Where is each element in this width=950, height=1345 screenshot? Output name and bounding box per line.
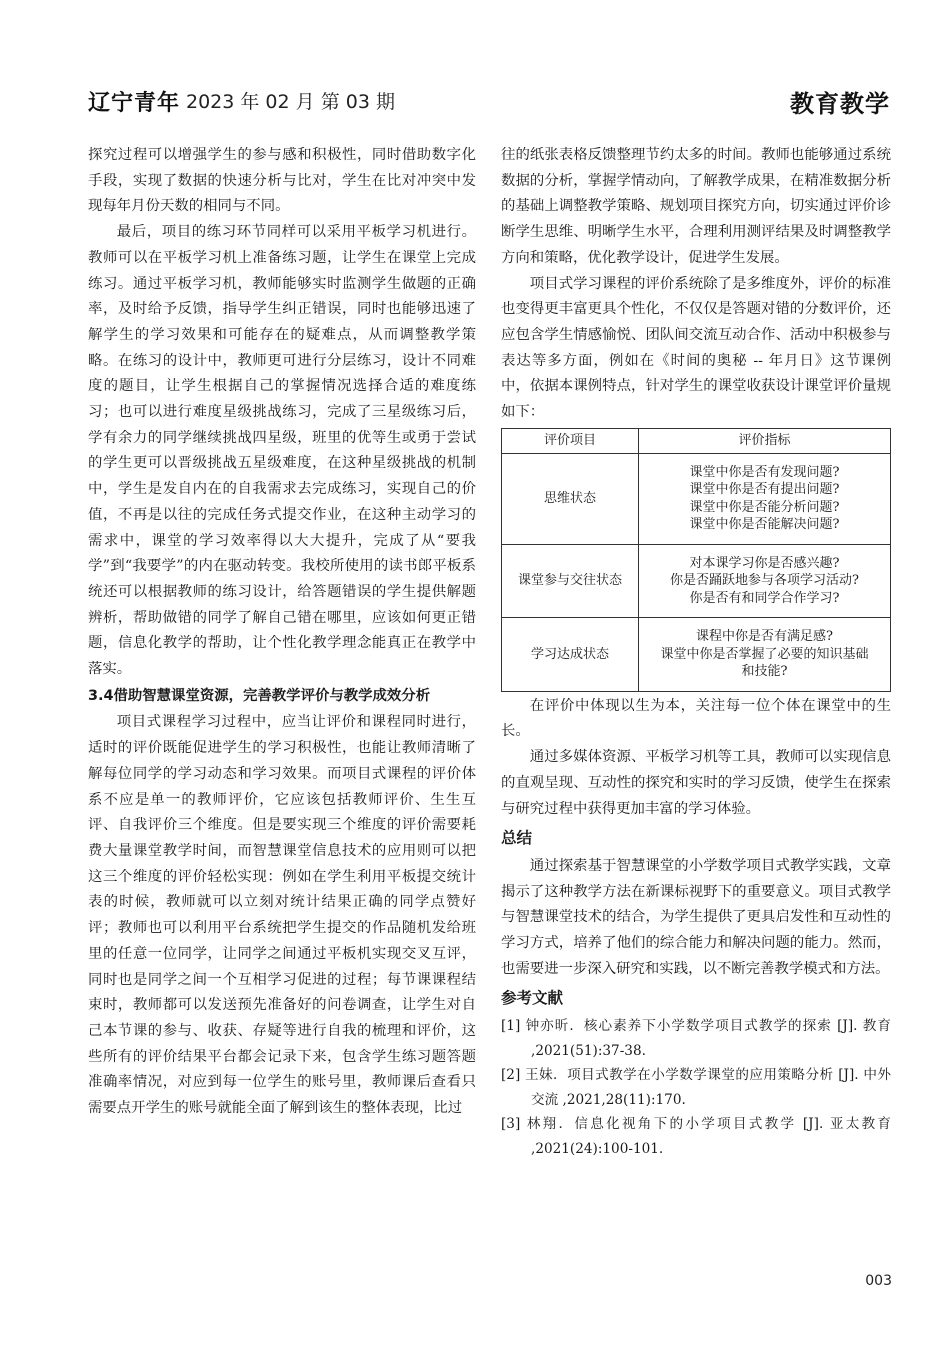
references-heading: 参考文献 xyxy=(501,989,564,1008)
page-number: 003 xyxy=(865,1273,892,1289)
indicator-line: 课程中你是否有满足感? xyxy=(696,629,833,645)
paragraph: 项目式学习课程的评价系统除了是多维度外，评价的标准也变得更丰富更具个性化，不仅仅是答题对错的分数评价，还应包含学生情感愉悦、团队间交流互动合作、活动中积极参与表达等多方面，例如在《时间的奥秘 -- 年月日》这节课例中，依据本课例特点，针对学生的课堂收获设计课堂评价量规如下： xyxy=(501,275,891,421)
issue-date: 2023 年 02 月 第 03 期 xyxy=(186,91,395,113)
table-header-cell: 评价指标 xyxy=(639,428,891,453)
right-column xyxy=(501,143,891,1161)
reference-item: [2] 王妹．项目式教学在小学数学课堂的应用策略分析 [J]. 中外交流 ,2021,28(11):170. xyxy=(501,1067,891,1108)
indicator-line: 你是否踊跃地参与各项学习活动? xyxy=(670,573,859,589)
journal-name: 辽宁青年 xyxy=(88,91,181,116)
evaluation-table xyxy=(501,428,891,692)
indicator-line: 课堂中你是否能解决问题? xyxy=(689,517,840,533)
table-cell-item: 学习达成状态 xyxy=(502,618,639,692)
table-cell-item: 课堂参与交往状态 xyxy=(502,544,639,618)
left-column xyxy=(88,143,476,1122)
table-row xyxy=(502,618,891,692)
reference-item: [1] 钟亦昕．核心素养下小学数学项目式教学的探索 [J]. 教育 ,2021(51):37-38. xyxy=(501,1018,891,1059)
indicator-line: 课堂中你是否有提出问题? xyxy=(689,482,840,498)
indicator-line: 课堂中你是否掌握了必要的知识基础 xyxy=(660,646,869,662)
summary-heading: 总结 xyxy=(501,829,533,848)
table-header-row xyxy=(502,428,891,453)
table-cell-indicators xyxy=(639,544,891,618)
summary-paragraph: 通过探索基于智慧课堂的小学数学项目式教学实践，文章揭示了这种教学方法在新课标视野下的重要意义。项目式教学与智慧课堂技术的结合，为学生提供了更具启发性和互动性的学习方式，培养了他们的综合能力和解决问题的能力。然而，也需要进一步深入研究和实践，以不断完善教学模式和方法。 xyxy=(501,857,891,977)
section-heading: 3.4借助智慧课堂资源，完善教学评价与教学成效分析 xyxy=(88,687,431,704)
paragraph: 在评价中体现以生为本，关注每一位个体在课堂中的生长。 xyxy=(501,697,891,740)
table-cell-indicators xyxy=(639,453,891,544)
indicator-line: 和技能? xyxy=(741,664,788,680)
indicator-line: 你是否有和同学合作学习? xyxy=(689,590,840,606)
page-header xyxy=(88,86,890,126)
table-cell-item: 思维状态 xyxy=(502,453,639,544)
table-header-cell: 评价项目 xyxy=(502,428,639,453)
table-cell-indicators xyxy=(639,618,891,692)
reference-item: [3] 林翔．信息化视角下的小学项目式教学 [J]. 亚太教育 ,2021(24):100-101. xyxy=(501,1116,891,1157)
paragraph: 往的纸张表格反馈整理节约太多的时间。教师也能够通过系统数据的分析，掌握学情动向，了解教学成果，在精准数据分析的基础上调整教学策略、规划项目探究方向，切实通过评价诊断学生思维、明晰学生水平，合理利用测评结果及时调整教学方向和策略，优化教学设计，促进学生发展。 xyxy=(501,147,891,266)
reference-list xyxy=(501,1014,891,1161)
table-row xyxy=(502,544,891,618)
indicator-line: 对本课学习你是否感兴趣? xyxy=(689,555,840,571)
paragraph: 探究过程可以增强学生的参与感和积极性，同时借助数字化手段，实现了数据的快速分析与比对，学生在比对冲突中发现每年月份天数的相同与不同。 xyxy=(88,147,476,215)
table-row xyxy=(502,453,891,544)
paragraph: 最后，项目的练习环节同样可以采用平板学习机进行。教师可以在平板学习机上准备练习题，让学生在课堂上完成练习。通过平板学习机，教师能够实时监测学生做题的正确率，及时给予反馈，指导学生纠正错误，同时也能够迅速了解学生的学习效果和可能存在的疑难点，从而调整教学策略。在练习的设计中，教师更可进行分层练习，设计不同难度的题目，让学生根据自己的掌握情况选择合适的难度练习；也可以进行难度星级挑战练习，完成了三星级练习后，学有余力的同学继续挑战四星级，班里的优等生或勇于尝试的学生更可以晋级挑战五星级难度，在这种星级挑战的机制中，学生是发自内在的自我需求去完成练习，实现自己的价值，不再是以往的完成任务式提交作业，在这种主动学习的需求中，课堂的学习效率得以大大提升，完成了从“要我学”到“我要学”的内在驱动转变。我校所使用的读书郎平板系统还可以根据教师的练习设计，给答题错误的学生提供解题辨析，帮助做错的同学了解自己错在哪里，应该如何更正错题，信息化教学的帮助，让个性化教学理念能真正在教学中落实。 xyxy=(88,224,476,678)
indicator-line: 课堂中你是否能分析问题? xyxy=(689,499,840,515)
section-title: 教育教学 xyxy=(790,90,890,118)
paragraph: 通过多媒体资源、平板学习机等工具，教师可以实现信息的直观呈现、互动性的探究和实时的学习反馈，使学生在探索与研究过程中获得更加丰富的学习体验。 xyxy=(501,749,891,817)
indicator-line: 课堂中你是否有发现问题? xyxy=(689,464,840,480)
paragraph: 项目式课程学习过程中，应当让评价和课程同时进行，适时的评价既能促进学生的学习积极性，也能让教师清晰了解每位同学的学习动态和学习效果。而项目式课程的评价体系不应是单一的教师评价，它应该包括教师评价、生生互评、自我评价三个维度。但是要实现三个维度的评价需要耗费大量课堂教学时间，而智慧课堂信息技术的应用则可以把这三个维度的评价轻松实现：例如在学生利用平板提交统计表的时候，教师就可以立刻对统计结果正确的同学点赞好评；教师也可以利用平台系统把学生提交的作品随机发给班里的任意一位同学，让同学之间通过平板机实现交叉互评，同时也是同学之间一个互相学习促进的过程；每节课课程结束时，教师都可以发送预先准备好的问卷调查，让学生对自己本节课的参与、收获、存疑等进行自我的梳理和评价，这些所有的评价结果平台都会记录下来，包含学生练习题答题准确率情况，对应到每一位学生的账号里，教师课后查看只需要点开学生的账号就能全面了解到该生的整体表现，比过 xyxy=(88,714,476,1117)
